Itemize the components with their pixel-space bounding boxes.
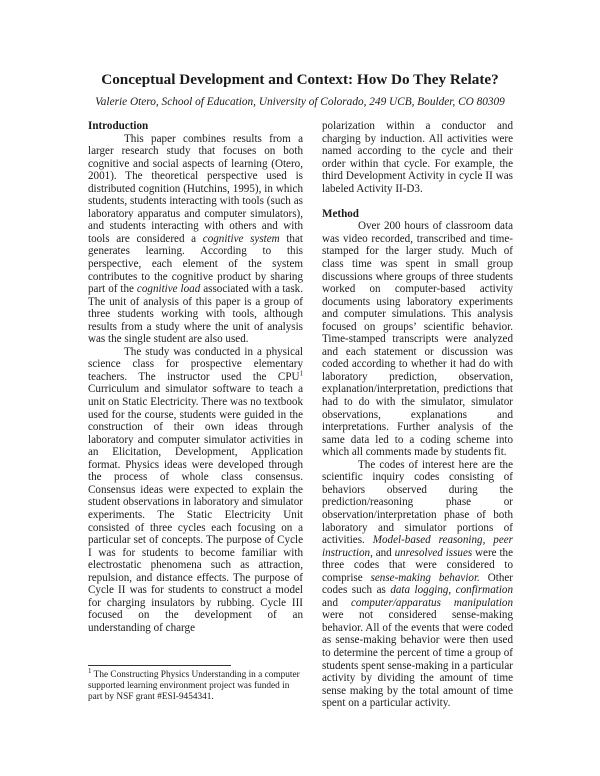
introduction-paragraph-1: This paper combines results from a larger research study that focuses on both cognitive and social aspects of learning (Otero, 2001). The theoretical perspective used is distributed cognition (Hutchins, 1995), in which students, students interacting with tools (such as laboratory apparatus and computer simulators), and students interacting with others and with tools are considered a cognitive system that generates learning. According to this perspective, each element of the system contributes to the cognitive product by sharing part of the cognitive load associated with a task. The unit of analysis of this paper is a group of three students working with tools, although results from a study where the unit of analysis was the single student are also used. [88,132,303,346]
method-paragraph-2: The codes of interest here are the scientific inquiry codes consisting of behaviors observed during the prediction/reasoning phase or observation/interpretation phase of both laboratory and simulator portions of activities. Model-based reasoning, peer instruction, and unresolved issues were the three codes that were considered to comprise sense-making behavior. Other codes such as data logging, confirmation and computer/apparatus manipulation were not considered sense-making behavior. All of the events that were coded as sense-making behavior were then used to determine the percent of time a group of students spent sense-making in a particular activity by dividing the amount of time sense making by the total amount of time spent on a particular activity. [322,458,514,710]
section-heading-method: Method [322,207,359,220]
spacer [322,195,513,208]
footnote-reference: 1 [299,369,303,378]
section-heading-introduction: Introduction [88,120,149,132]
introduction-continuation: polarization within a conductor and charging by induction. All activities were named according to the cycle and their order within that cycle. For example, the third Development Activity in cycle II was labeled Activity II-D3. [322,120,513,195]
introduction-paragraph-2: The study was conducted in a physical science class for prospective elementary teachers. The instructor used the CPU$^1$ Curriculum and simulator software to teach a unit on Static Electricity. There was no textbook used for the course, students were guided in the construction of their own ideas through laboratory and computer simulator activities in an Elicitation, Development, Application format. Physics ideas were developed through the process of whole class consensus. Consensus ideas were expected to explain the student observations in laboratory and simulator experiments. The Static Electricity Unit consisted of three cycles each focusing on a particular set of concepts. The purpose of Cycle I was for students to become familiar with electrostatic phenomena such as attraction, repulsion, and distance effects. The purpose of Cycle II was for students to construct a model for charging insulators by rubbing. Cycle III focused on the development of an understanding of charge [88,345,303,634]
left-column [88,120,303,634]
footnote: $^1$ The Constructing Physics Understanding in a computer supported learning environment project was funded in part by NSF grant #ESI-9454341. [88,666,300,702]
footnote-marker: 1 [88,666,92,675]
method-paragraph-1: Over 200 hours of classroom data was video recorded, transcribed and time-stamped for the larger study. Much of class time was spent in small group discussions where groups of three students worked on computer-based activity documents using laboratory experiments and computer simulations. This analysis focused on groups’ scientific behavior. Time-stamped transcripts were analyzed and each statement or discussion was coded according to whether it had do with laboratory prediction, observation, explanation/interpretation, predictions that had to do with the simulator, simulator observations, explanations and interpretations. Further analysis of the same data led to a coding scheme into which all comments made by students fit. [322,220,513,459]
author-byline: Valerie Otero, School of Education, University of Colorado, 249 UCB, Boulder, CO 80309 [95,96,505,108]
footnote-divider [88,665,231,666]
right-column [322,120,513,710]
paper-title: Conceptual Development and Context: How Do They Relate? [101,71,499,88]
